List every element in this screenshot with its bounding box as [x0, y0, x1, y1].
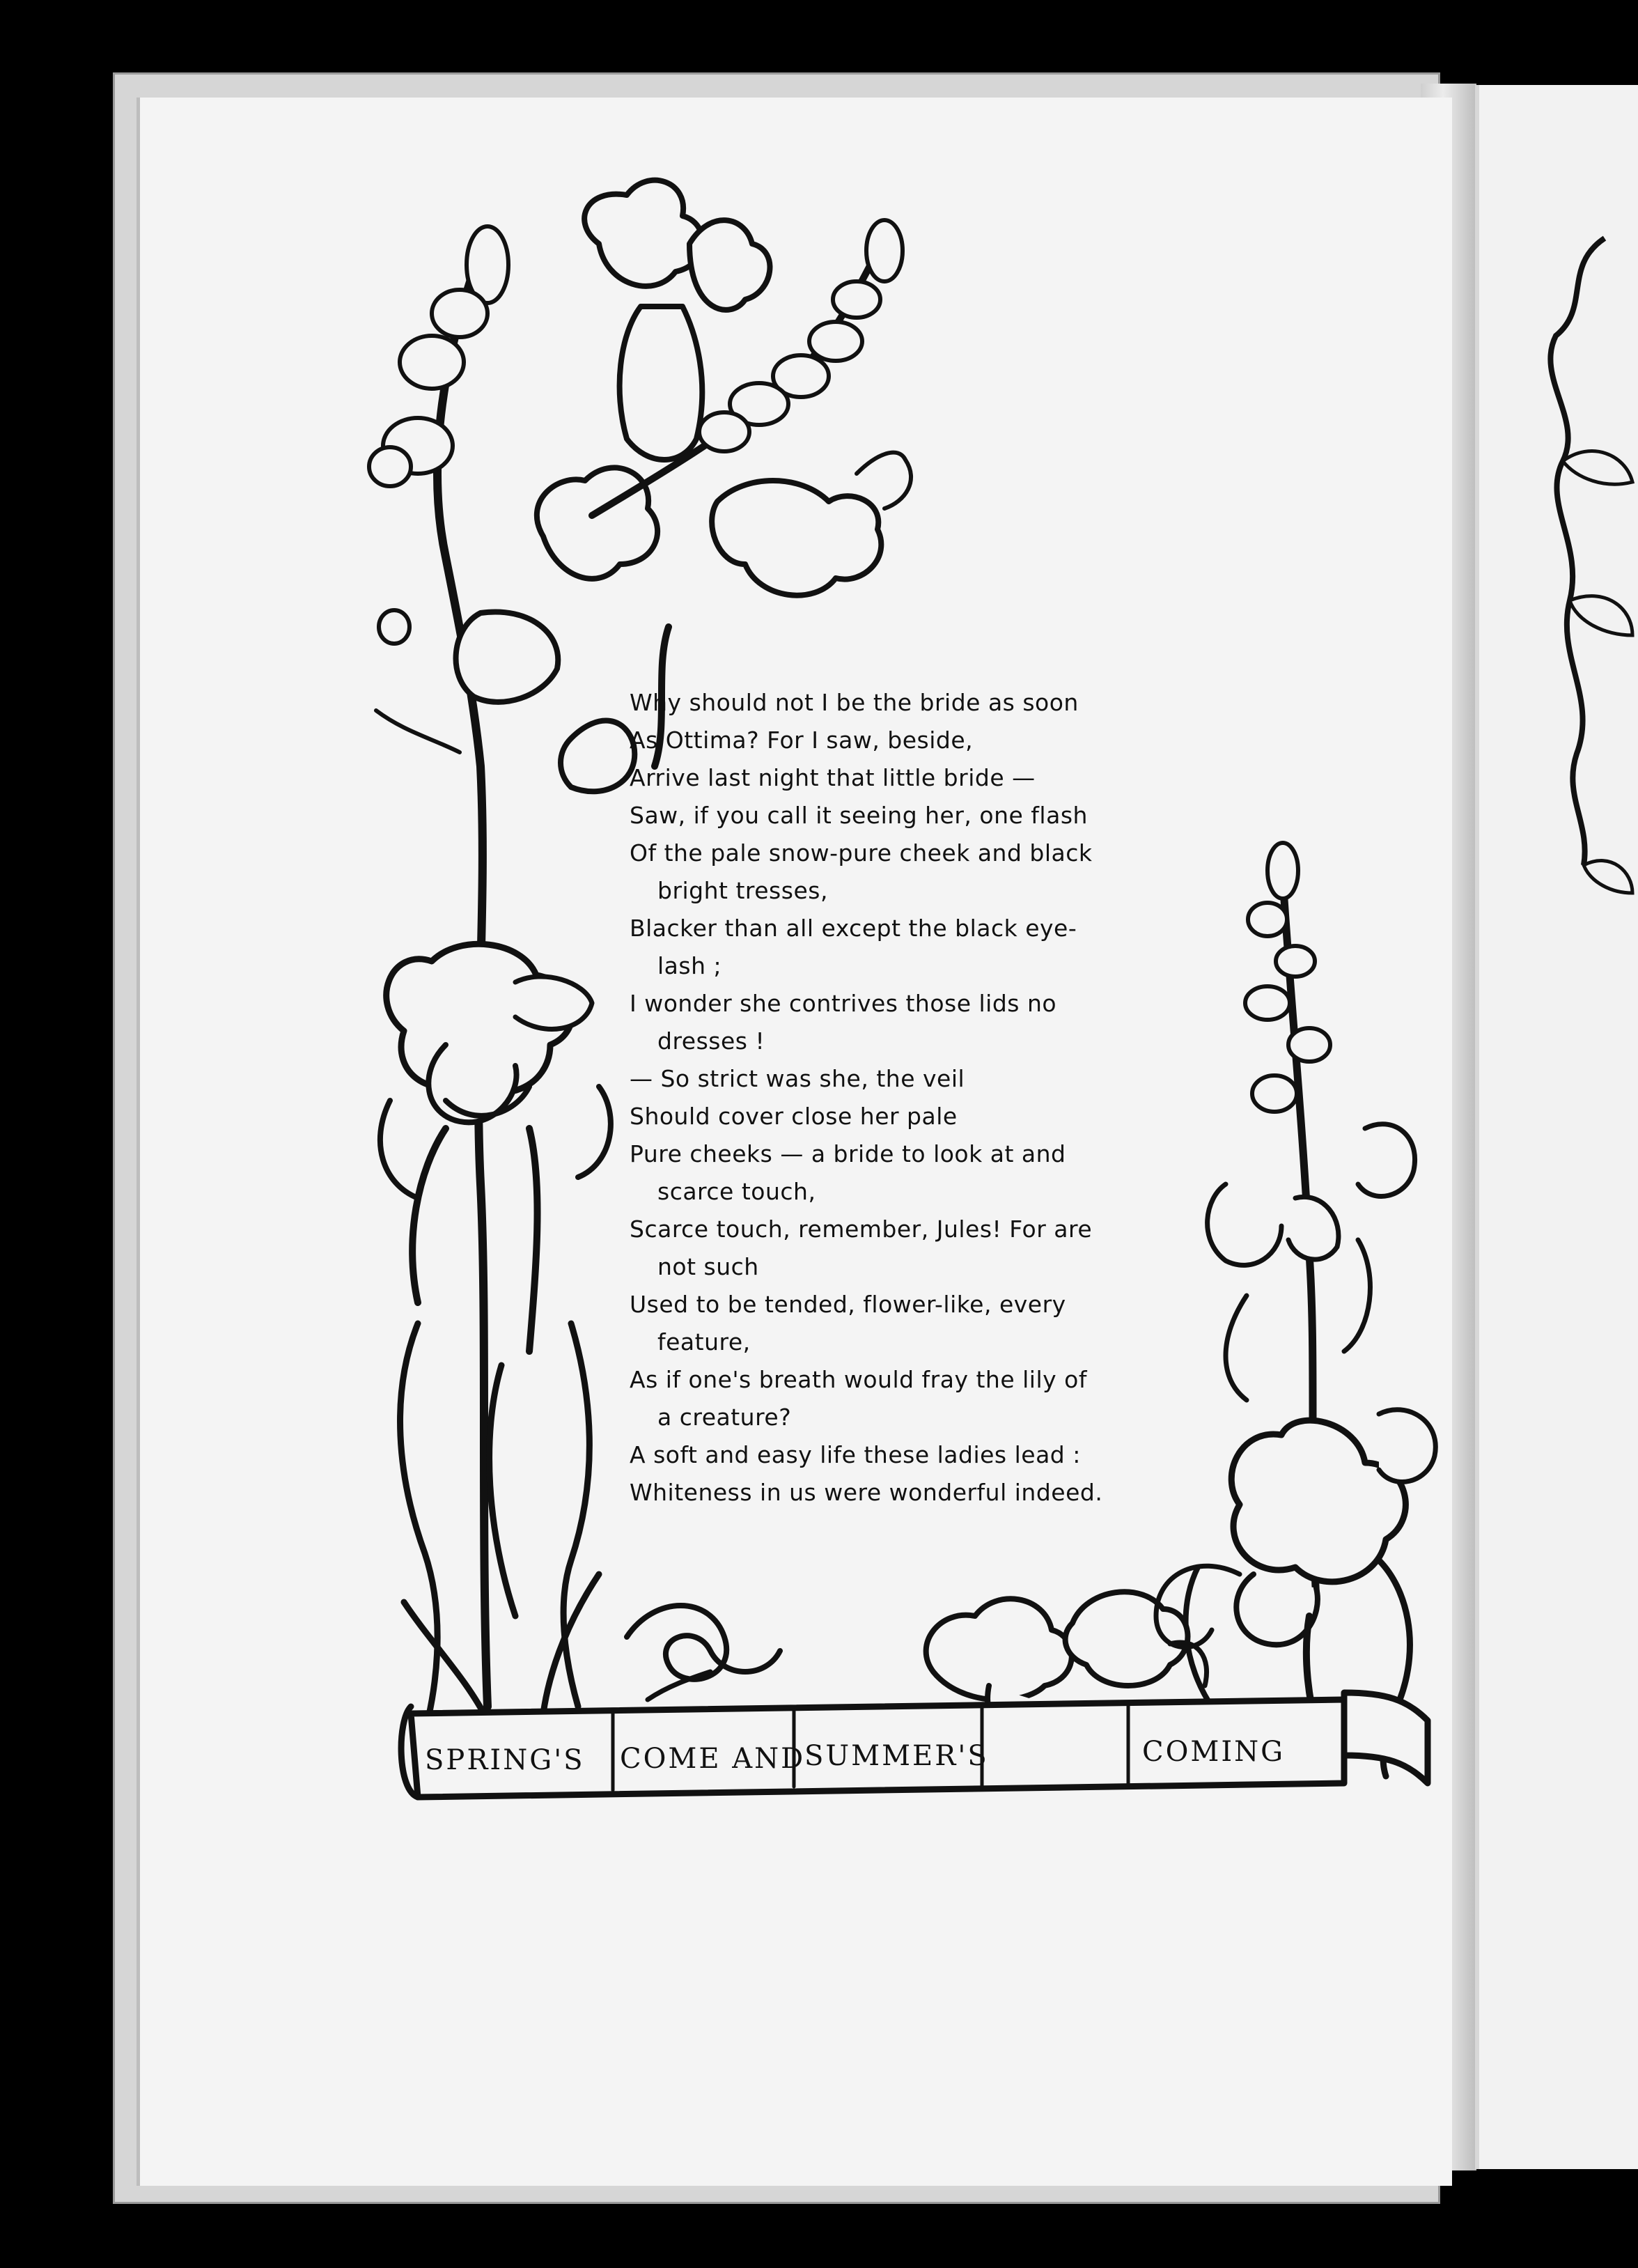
poem-line: not such [657, 1253, 759, 1280]
poem-line: lash ; [657, 952, 722, 979]
poem-line: Scarce touch, remember, Jules! For are [630, 1215, 1093, 1243]
poem-line: I wonder she contrives those lids no [630, 990, 1057, 1017]
poem-line: Should cover close her pale [630, 1103, 958, 1130]
poem-line: Saw, if you call it seeing her, one flash [630, 802, 1088, 829]
poem-line: Why should not I be the bride as soon [630, 689, 1079, 716]
poem-line: Used to be tended, flower-like, every [630, 1291, 1066, 1318]
poem-line: As Ottima? For I saw, beside, [630, 727, 974, 754]
poem-line: Pure cheeks — a bride to look at and [630, 1140, 1066, 1167]
poem-line: dresses ! [657, 1027, 765, 1055]
poem-line: a creature? [657, 1404, 792, 1431]
poem-line: Of the pale snow-pure cheek and black [630, 839, 1093, 867]
poem-line: feature, [657, 1328, 751, 1356]
iris-stem-icon [380, 944, 611, 1755]
poem-line: bright tresses, [657, 877, 828, 904]
poem-line: Arrive last night that little bride — [630, 764, 1036, 791]
poem-line: — So strict was she, the veil [630, 1065, 965, 1092]
poem-line: Blacker than all except the black eye- [630, 915, 1077, 942]
poem-line: As if one's breath would fray the lily of [630, 1366, 1087, 1393]
banner-word-1: SPRING'S [425, 1744, 585, 1776]
banner-word-3: SUMMER'S [804, 1740, 989, 1772]
poem-line: A soft and easy life these ladies lead : [630, 1441, 1081, 1468]
poem-line: scarce touch, [657, 1178, 816, 1205]
poem-line: Whiteness in us were wonderful indeed. [630, 1479, 1103, 1506]
poem-text [630, 684, 1187, 1512]
banner-word-2: COME AND [620, 1743, 806, 1775]
banner-word-4: COMING [1142, 1736, 1286, 1768]
